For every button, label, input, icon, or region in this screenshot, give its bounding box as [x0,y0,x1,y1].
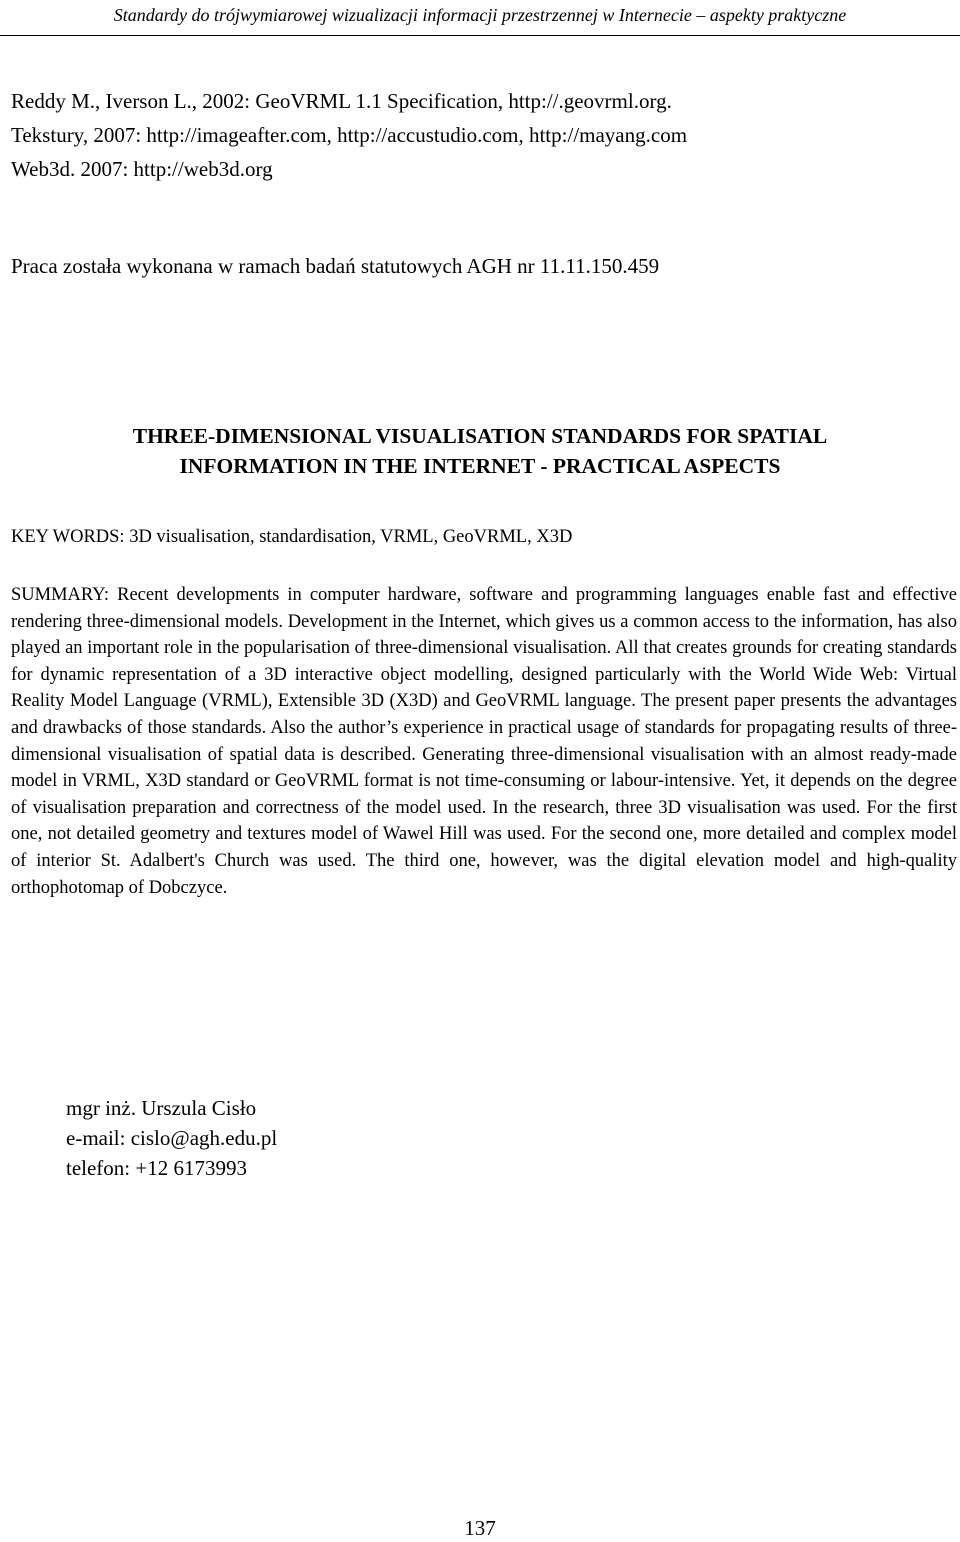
english-title [0,421,960,481]
reference-item: Web3d. 2007: http://web3d.org [11,157,273,181]
references-list [11,84,941,186]
summary-paragraph: SUMMARY: Recent developments in computer hardware, software and programming languages enable fast and effective rendering three-dimensional models. Development in the Internet, which gives us a common access to the information, has also played an important role in the popularisation of three-dimensional visualisation. All that creates grounds for creating standards for dynamic representation of a 3D interactive object modelling, designed particularly with the World Wide Web: Virtual Reality Model Language (VRML), Extensible 3D (X3D) and GeoVRML language. The present paper presents the advantages and drawbacks of those standards. Also the author’s experience in practical usage of standards for propagating results of three-dimensional visualisation of spatial data is described. Generating three-dimensional visualisation with an almost ready-made model in VRML, X3D standard or GeoVRML format is not time-consuming or labour-intensive. Yet, it depends on the degree of visualisation preparation and correctness of the model used. In the research, three 3D visualisation was used. For the first one, not detailed geometry and textures model of Wawel Hill was used. For the second one, more detailed and complex model of interior St. Adalbert's Church was used. The third one, however, was the digital elevation model and high-quality orthophotomap of Dobczyce. [11,585,957,898]
page-number: 137 [464,1516,496,1540]
author-name: mgr inż. Urszula Cisło [66,1096,257,1120]
author-block [66,1093,277,1183]
reference-item: Tekstury, 2007: http://imageafter.com, http://accustudio.com, http://mayang.com [11,123,688,147]
author-email: e-mail: cislo@agh.edu.pl [66,1126,278,1150]
author-phone: telefon: +12 6173993 [66,1156,247,1180]
english-title-line-2: INFORMATION IN THE INTERNET - PRACTICAL ASPECTS [179,454,781,478]
keywords: KEY WORDS: 3D visualisation, standardisation, VRML, GeoVRML, X3D [11,527,573,547]
reference-item: Reddy M., Iverson L., 2002: GeoVRML 1.1 Specification, http://.geovrml.org. [11,89,672,113]
english-title-line-1: THREE-DIMENSIONAL VISUALISATION STANDARDS FOR SPATIAL [132,424,828,448]
header-rule [0,35,960,36]
running-header: Standardy do trójwymiarowej wizualizacji informacji przestrzennej w Internecie – aspekty praktyczne [113,5,847,25]
funding-note: Praca została wykonana w ramach badań statutowych AGH nr 11.11.150.459 [11,254,660,278]
